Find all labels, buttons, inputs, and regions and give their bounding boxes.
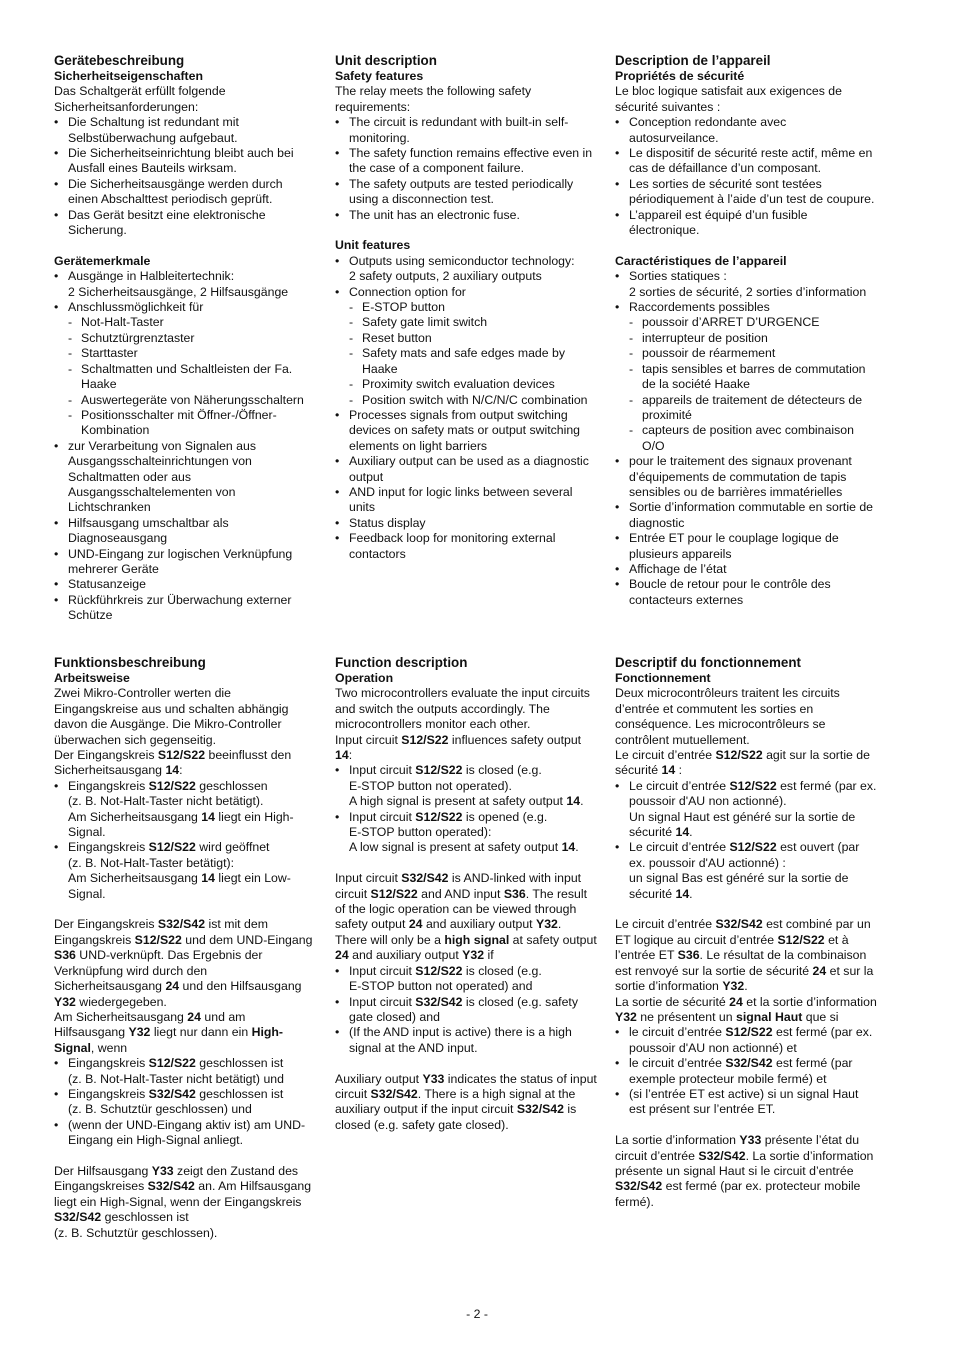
sub-item: - Proximity switch evaluation devices [335,377,597,392]
list-item: • Hilfsausgang umschaltbar als Diagnoseausgang [54,516,316,547]
fr-safety-title: Propriétés de sécurité [615,69,745,83]
list-item: • Conception redondante avec autosurveilance. [615,115,877,146]
fr-and-conditions-list [615,1025,877,1117]
list-item: • Feedback loop for monitoring external contactors [335,531,597,562]
list-item: • Statusanzeige [54,577,316,592]
sub-item: - tapis sensibles et barres de commutation de la société Haake [615,362,877,393]
list-item: • Les sorties de sécurité sont testées périodiquement à l’aide d’un test de coupure. [615,177,877,208]
fr-unit-description [615,53,877,608]
fr-connection-sublist [615,315,877,454]
de-op-paragraph-2: Der Eingangskreis S12/S22 beeinflusst den Sicherheitsausgang 14: [54,748,292,778]
sub-item: - poussoir de réarmement [615,346,877,361]
sub-item: - Safety gate limit switch [335,315,597,330]
list-item: • Le dispositif de sécurité reste actif, même en cas de défaillance d’un composant. [615,146,877,177]
sub-item: - Position switch with N/C/N/C combination [335,393,597,408]
fr-op-paragraph-2: Le circuit d’entrée S12/S22 agit sur la sortie de sécurité 14 : [615,748,870,778]
sub-item: - Schutztürgrenztaster [54,331,316,346]
sub-item: - Auswertegeräte von Näherungsschaltern [54,393,316,408]
list-item: • Input circuit S12/S22 is closed (e.g. E-STOP button not operated). A high signal is present at safety output 14. [335,763,597,809]
fr-function-description [615,655,877,1210]
list-item: • Input circuit S32/S42 is closed (e.g. safety gate closed) and [335,995,597,1026]
de-safety-intro: Das Schaltgerät erfüllt folgende Sicherheitsanforderungen: [54,84,226,114]
fr-op-title: Fonctionnement [615,671,711,685]
en-features-title: Unit features [335,238,411,253]
de-func-title: Funktionsbeschreibung [54,655,206,670]
sub-item: - Schaltmatten und Schaltleisten der Fa. Haake [54,362,316,393]
list-item: • Status display [335,516,597,531]
list-item: • le circuit d’entrée S12/S22 est fermé (par ex. poussoir d'AU non actionné) et [615,1025,877,1056]
list-item: • The safety outputs are tested periodically using a disconnection test. [335,177,597,208]
de-op-title: Arbeitsweise [54,671,130,685]
fr-features-title: Caractéristiques de l’appareil [615,253,787,268]
list-item: • Outputs using semiconductor technology: 2 safety outputs, 2 auxiliary outputs [335,254,597,285]
en-safety-title: Safety features [335,69,424,83]
list-item: • The safety function remains effective even in the case of a component failure. [335,146,597,177]
list-item: • L’appareil est équipé d’un fusible électronique. [615,208,877,239]
de-and-conditions-list [54,1056,316,1148]
de-function-description [54,655,316,1241]
list-item: • Raccordements possibles - poussoir d’ARRET D’URGENCE - interrupteur de position - poussoir de réarmement - tapis sensibles et barres de commutation de la société Haake - appareils de traitement de détecteurs de proximité - capteurs de position avec combinaison O/O [615,300,877,454]
list-item: • Auxiliary output can be used as a diagnostic output [335,454,597,485]
page-number: - 2 - [466,1307,488,1321]
en-op-paragraph: Two microcontrollers evaluate the input circuits and switch the outputs accordingly. The microcontrollers monitor each other. [335,686,590,732]
list-item: • AND input for logic links between several units [335,485,597,516]
list-item: • Connection option for - E-STOP button - Safety gate limit switch - Reset button - Safety mats and safe edges made by Haake - Proximity switch evaluation devices - Position switch with N/C/N/C combination [335,285,597,408]
list-item: • pour le traitement des signaux provenant d’équipements de commutation de tapis sensibles ou de barrières immatérielles [615,454,877,500]
list-item: • Processes signals from output switching devices on safety mats or output switching elements on light barriers [335,408,597,454]
fr-aux-paragraph: La sortie d’information Y33 présente l’état du circuit d’entrée S32/S42. La sortie d’information présente un signal Haut si le circuit d’entrée S32/S42 est fermé (par ex. protecteur mobile fermé). [615,1133,874,1209]
list-item: • Le circuit d’entrée S12/S22 est ouvert (par ex. poussoir d'AU actionné) : un signal Bas est généré sur la sortie de sécurité 14. [615,840,877,902]
en-op-title: Operation [335,671,394,685]
list-item: • (If the AND input is active) there is a high signal at the AND input. [335,1025,597,1056]
en-safety-list [335,115,597,223]
en-and-conditions-list [335,964,597,1056]
list-item: • Eingangskreis S32/S42 geschlossen ist (z. B. Schutztür geschlossen) und [54,1087,316,1118]
list-item: • Le circuit d’entrée S12/S22 est fermé (par ex. poussoir d'AU non actionné). Un signal Haut est généré sur la sortie de sécurité 14. [615,779,877,841]
list-item: • Eingangskreis S12/S22 wird geöffnet (z. B. Not-Halt-Taster betätigt): Am Sicherheitsausgang 14 liegt ein Low-Signal. [54,840,316,902]
de-unit-description [54,53,316,624]
list-item: • Die Schaltung ist redundant mit Selbstüberwachung aufgebaut. [54,115,316,146]
fr-and-paragraph: Le circuit d’entrée S32/S42 est combiné par un ET logique au circuit d’entrée S12/S22 et à l’entrée ET S36. Le résultat de la combinaison est renvoyé sur la sortie de sécurité 24 et sur la sortie d’information Y32. [615,917,874,994]
sub-item: - Not-Halt-Taster [54,315,316,330]
sub-item: - capteurs de position avec combinaison O/O [615,423,877,454]
en-aux-paragraph: Auxiliary output Y33 indicates the status of input circuit S32/S42. There is a high signal at the auxiliary output if the input circuit S32/S42 is closed (e.g. safety gate closed). [335,1071,597,1132]
list-item: • Das Gerät besitzt eine elektronische Sicherung. [54,208,316,239]
list-item: • Boucle de retour pour le contrôle des contacteurs externes [615,577,877,608]
en-func-title: Function description [335,655,468,670]
list-item: • Anschlussmöglichkeit für - Not-Halt-Taster - Schutztürgrenztaster - Starttaster - Schaltmatten und Schaltleisten der Fa. Haake - Auswertegeräte von Näherungsschaltern - Positionsschalter mit Öffner-/Öffner-Kombination [54,300,316,439]
en-safety-intro: The relay meets the following safety requirements: [335,84,532,114]
fr-and-paragraph-2: La sortie de sécurité 24 et la sortie d’information Y32 ne présentent un signal Haut que si [615,994,877,1024]
list-item: • Die Sicherheitsausgänge werden durch einen Abschalttest periodisch geprüft. [54,177,316,208]
en-op-paragraph-2: Input circuit S12/S22 influences safety output 14: [335,732,582,763]
list-item: • Affichage de l’état [615,562,877,577]
fr-safety-intro: Le bloc logique satisfait aux exigences de sécurité suivantes : [615,84,842,114]
de-connection-sublist [54,315,316,438]
de-features-title: Gerätemerkmale [54,253,151,268]
en-connection-sublist [335,300,597,408]
list-item: • Input circuit S12/S22 is opened (e.g. E-STOP button operated): A low signal is present at safety output 14. [335,810,597,856]
de-and-paragraph-2: Am Sicherheitsausgang 24 und am Hilfsausgang Y32 liegt nur dann ein High-Signal, wenn [54,1009,284,1055]
sub-item: - Starttaster [54,346,316,361]
sub-item: - appareils de traitement de détecteurs de proximité [615,393,877,424]
fr-features-list [615,269,877,608]
fr-func-title: Descriptif du fonctionnement [615,655,801,670]
fr-op-paragraph: Deux microcontrôleurs traitent les circuits d’entrée et commutent les sorties en conséquence. Les microcontrôleurs se contrôlent mutuellement. [615,686,840,747]
list-item: • Rückführkreis zur Überwachung externer Schütze [54,593,316,624]
list-item: • UND-Eingang zur logischen Verknüpfung mehrerer Geräte [54,547,316,578]
list-item: • le circuit d’entrée S32/S42 est fermé (par exemple protecteur mobile fermé) et [615,1056,877,1087]
en-input-states-list [335,763,597,855]
en-function-description [335,655,597,1133]
de-and-paragraph: Der Eingangskreis S32/S42 ist mit dem Eingangskreis S12/S22 und dem UND-Eingang S36 UND-verknüpft. Das Ergebnis der Verknüpfung wird durch den Sicherheitsausgang 24 und den Hilfsausgang Y32 wiedergegeben. [54,917,313,1009]
list-item: • Sorties statiques : 2 sorties de sécurité, 2 sorties d’information [615,269,877,300]
fr-title: Description de l’appareil [615,53,771,68]
list-item: • Eingangskreis S12/S22 geschlossen (z. B. Not-Halt-Taster nicht betätigt). Am Sicherheitsausgang 14 liegt ein High-Signal. [54,779,316,841]
sub-item: - poussoir d’ARRET D’URGENCE [615,315,877,330]
fr-input-states-list [615,779,877,902]
sub-item: - Reset button [335,331,597,346]
list-item: • Eingangskreis S12/S22 geschlossen ist (z. B. Not-Halt-Taster nicht betätigt) und [54,1056,316,1087]
list-item: • The unit has an electronic fuse. [335,208,597,223]
list-item: • Input circuit S12/S22 is closed (e.g. E-STOP button not operated) and [335,964,597,995]
list-item: • Ausgänge in Halbleitertechnik: 2 Sicherheitsausgänge, 2 Hilfsausgänge [54,269,316,300]
list-item: • Entrée ET pour le couplage logique de plusieurs appareils [615,531,877,562]
sub-item: - E-STOP button [335,300,597,315]
list-item: • Die Sicherheitseinrichtung bleibt auch bei Ausfall eines Bauteils wirksam. [54,146,316,177]
de-safety-list [54,115,316,238]
sub-item: - interrupteur de position [615,331,877,346]
list-item: • (si l’entrée ET est active) si un signal Haut est présent sur l’entrée ET. [615,1087,877,1118]
de-safety-title: Sicherheitseigenschaften [54,69,203,83]
en-unit-description [335,53,597,562]
en-features-list [335,254,597,562]
list-item: • Sortie d’information commutable en sortie de diagnostic [615,500,877,531]
list-item: • zur Verarbeitung von Signalen aus Ausgangsschalteinrichtungen von Schaltmatten oder aus Ausgangsschaltelementen von Lichtschranken [54,439,316,516]
fr-safety-list [615,115,877,238]
de-input-states-list [54,779,316,902]
de-features-list [54,269,316,623]
en-and-paragraph-2: There will only be a high signal at safety output 24 and auxiliary output Y32 if [335,932,597,963]
de-aux-paragraph: Der Hilfsausgang Y33 zeigt den Zustand des Eingangskreises S32/S42 an. Am Hilfsausgang liegt ein High-Signal, wenn der Eingangskreis S32/S42 geschlossen ist (z. B. Schutztür geschlossen). [54,1163,312,1240]
list-item: • (wenn der UND-Eingang aktiv ist) am UND-Eingang ein High-Signal anliegt. [54,1118,316,1149]
list-item: • The circuit is redundant with built-in self-monitoring. [335,115,597,146]
sub-item: - Positionsschalter mit Öffner-/Öffner-Kombination [54,408,316,439]
en-and-paragraph: Input circuit S32/S42 is AND-linked with input circuit S12/S22 and AND input S36. The result of the logic operation can be viewed through safety output 24 and auxiliary output Y32. [335,871,588,932]
sub-item: - Safety mats and safe edges made by Haake [335,346,597,377]
en-title: Unit description [335,53,437,68]
de-title: Gerätebeschreibung [54,53,185,68]
de-op-paragraph: Zwei Mikro-Controller werten die Eingangskreise aus und schalten abhängig davon die Ausgänge. Die Mikro-Controller überwachen sich gegenseitig. [54,686,289,747]
